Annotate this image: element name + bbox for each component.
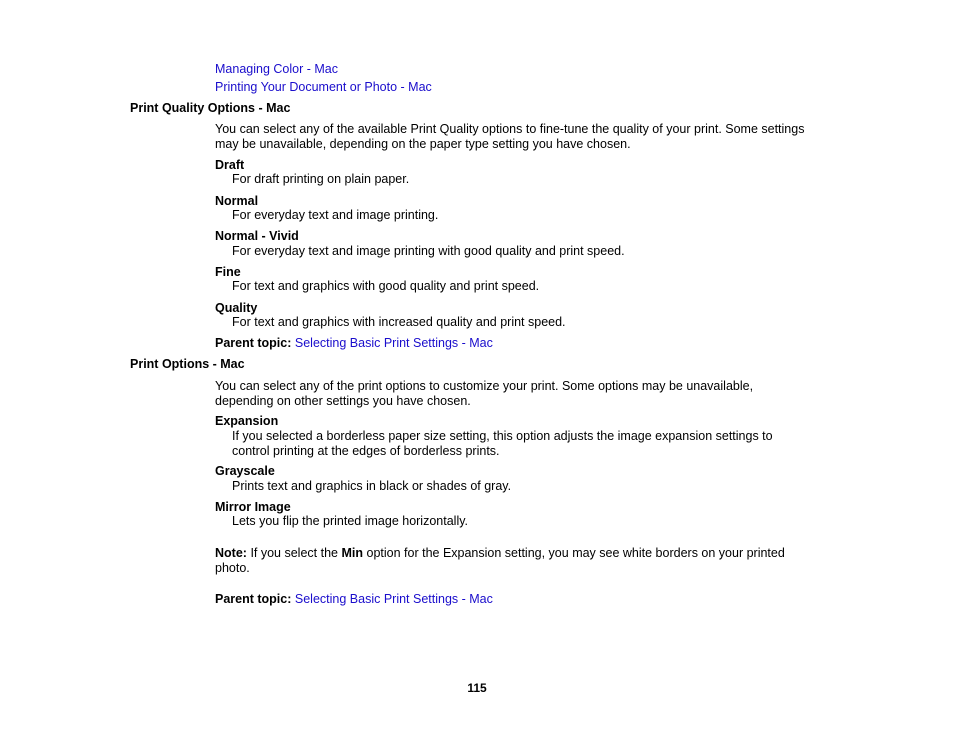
term-normal-vivid: Normal - Vivid <box>215 229 299 243</box>
desc-normal: For everyday text and image printing. <box>232 208 439 222</box>
desc-grayscale: Prints text and graphics in black or shades of gray. <box>232 479 512 493</box>
term-expansion: Expansion <box>215 414 279 428</box>
section-intro-print-options: You can select any of the print options to customize your print. Some options may be unavailable, depending on other settings you have chosen. <box>215 379 754 408</box>
parent-topic-2 <box>215 592 493 607</box>
link-managing-color-mac[interactable]: Managing Color - Mac <box>215 62 338 76</box>
desc-draft: For draft printing on plain paper. <box>232 172 410 186</box>
parent-topic-1 <box>215 336 493 351</box>
parent-topic-label: Parent topic: <box>215 592 292 606</box>
note-bold-word: Min <box>341 546 364 560</box>
parent-topic-label: Parent topic: <box>215 336 292 350</box>
term-draft: Draft <box>215 158 245 172</box>
parent-topic-link-1[interactable]: Selecting Basic Print Settings - Mac <box>294 336 493 350</box>
section-title-print-options: Print Options - Mac <box>130 357 245 371</box>
term-fine: Fine <box>215 265 241 279</box>
term-normal: Normal <box>215 194 259 208</box>
note-label: Note: <box>215 546 247 560</box>
note-paragraph <box>215 546 820 576</box>
parent-topic-link-2[interactable]: Selecting Basic Print Settings - Mac <box>294 592 493 606</box>
term-mirror-image: Mirror Image <box>215 500 291 514</box>
section-title-print-quality-options: Print Quality Options - Mac <box>130 101 291 115</box>
note-text-after: option for the Expansion setting, you may see white borders on your printed photo. <box>215 546 785 575</box>
term-quality: Quality <box>215 301 258 315</box>
desc-quality: For text and graphics with increased quality and print speed. <box>232 315 566 329</box>
desc-mirror-image: Lets you flip the printed image horizontally. <box>232 514 469 528</box>
link-printing-document-photo-mac[interactable]: Printing Your Document or Photo - Mac <box>215 80 432 94</box>
desc-expansion: If you selected a borderless paper size setting, this option adjusts the image expansion settings to control printing at the edges of borderless prints. <box>232 429 773 458</box>
section-intro-print-quality: You can select any of the available Print Quality options to fine-tune the quality of your print. Some settings may be unavailable, depending on the paper type setting you have chosen. <box>215 122 805 151</box>
desc-normal-vivid: For everyday text and image printing with good quality and print speed. <box>232 244 625 258</box>
desc-fine: For text and graphics with good quality and print speed. <box>232 279 540 293</box>
page-number: 115 <box>467 681 487 695</box>
term-grayscale: Grayscale <box>215 464 275 478</box>
note-text-before: If you select the <box>250 546 338 560</box>
